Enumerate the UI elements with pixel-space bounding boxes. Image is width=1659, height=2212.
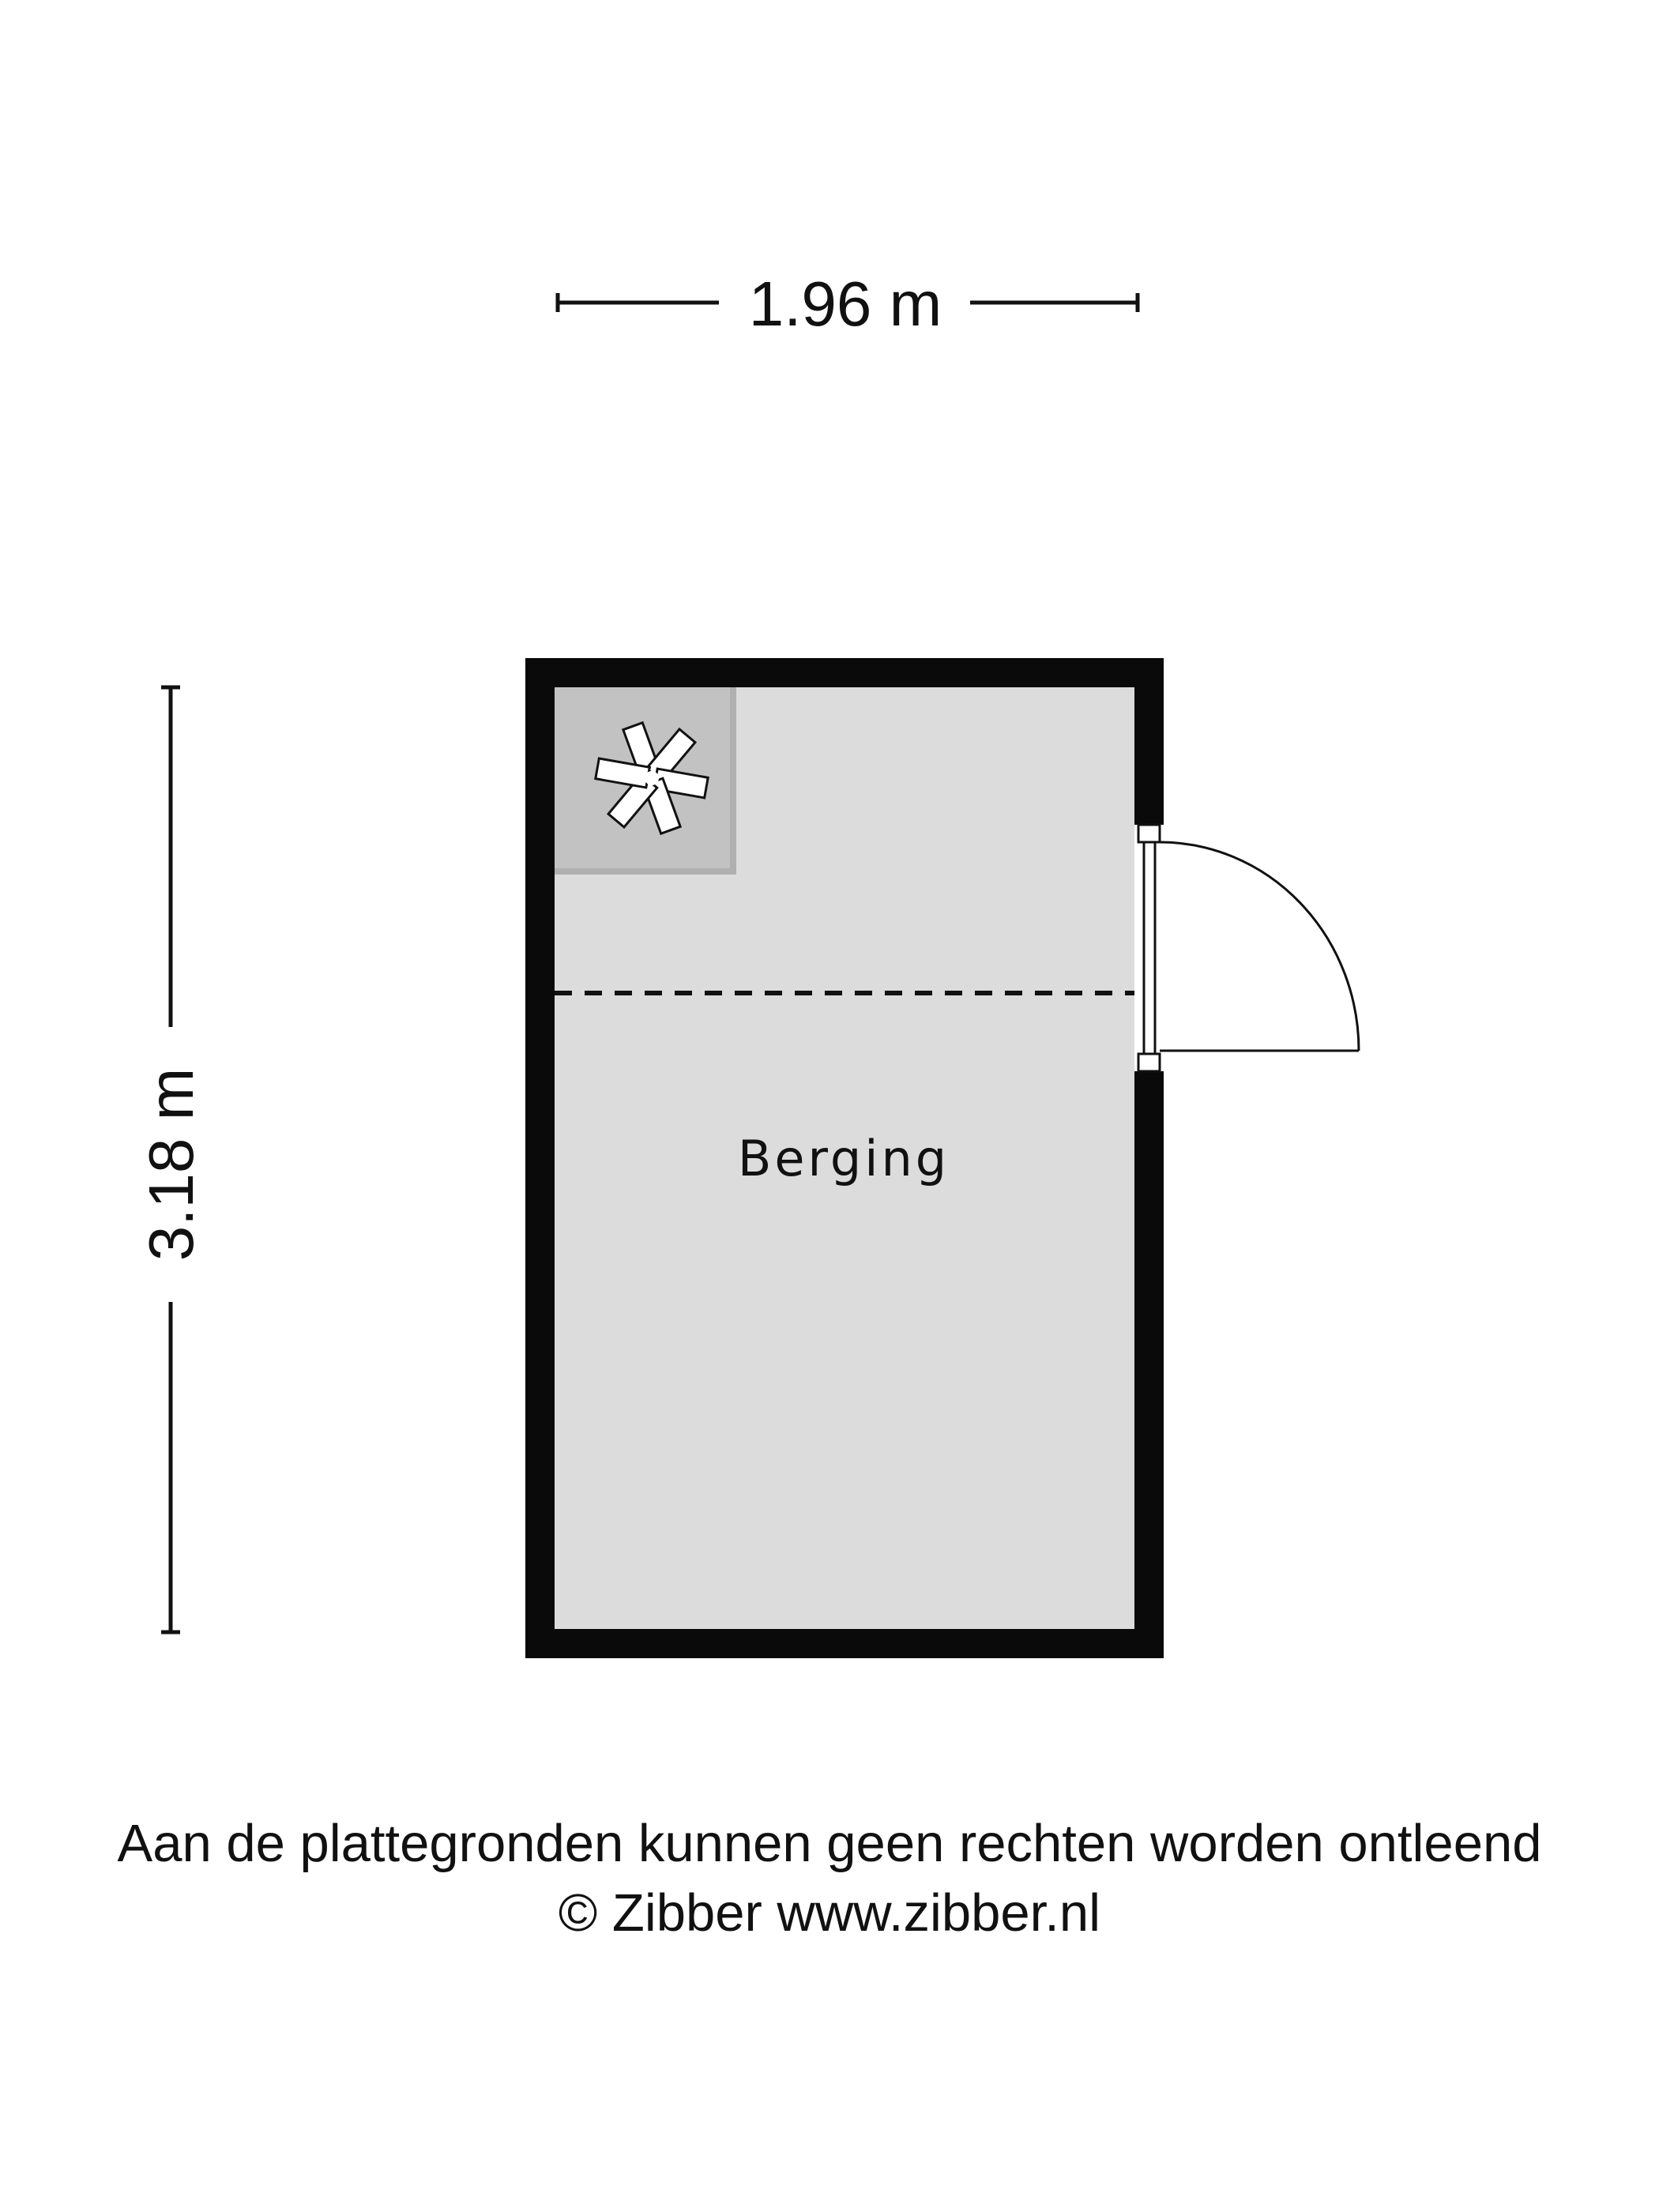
- width-label: 1.96 m: [748, 269, 942, 339]
- height-dimension: [136, 687, 206, 1632]
- disclaimer-text: Aan de plattegronden kunnen geen rechten worden ontleend: [117, 1814, 1542, 1873]
- room-name: Berging: [737, 1130, 950, 1187]
- copyright-text: © Zibber www.zibber.nl: [558, 1883, 1101, 1943]
- height-label: 3.18 m: [136, 1067, 206, 1262]
- width-dimension: [558, 269, 1138, 339]
- door-swing: [1160, 842, 1359, 1051]
- door-opening: [1134, 825, 1164, 1071]
